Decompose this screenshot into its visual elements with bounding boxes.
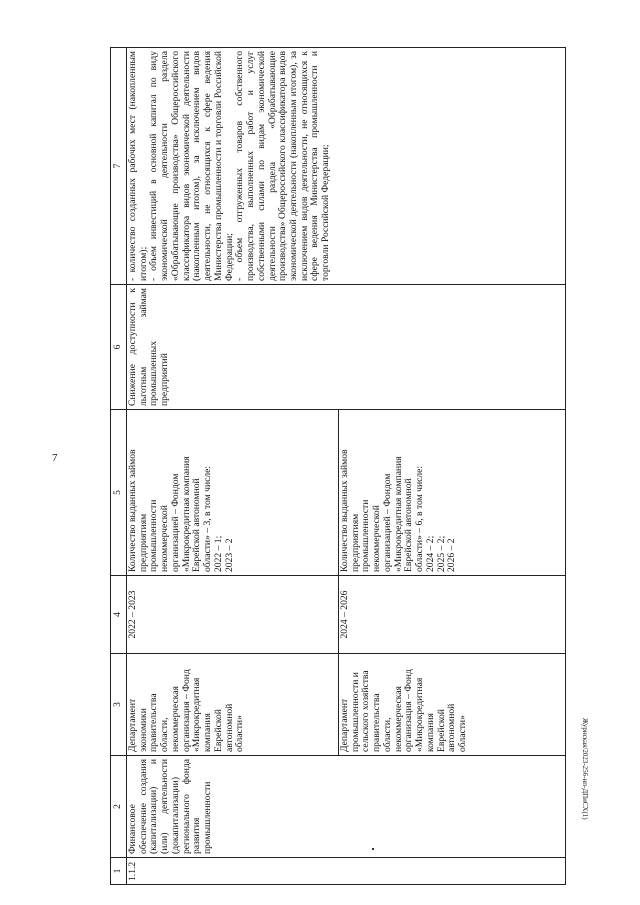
executor-line: некоммерческая: [392, 686, 404, 752]
result-line: некоммерческой: [159, 505, 171, 572]
executor-line: области»: [234, 715, 246, 752]
result-line: 2025 – 2;: [435, 535, 447, 572]
period-cell: 2024 – 2026: [339, 576, 566, 654]
result-line: предприятиям: [349, 513, 361, 572]
result-line: 2023 – 2: [223, 538, 235, 572]
indicator-item: - объем отгруженных товаров собственного производства, выполненных работ и услуг собственными силами по видам экономической деятельности раздела «Обрабатывающие производства» Общероссийского классификатора видов экономической деятельности (накопленным итогом), за исключением видов деятельности, не относящихся к сфере ведения Министерства промышленности и торговли Российской Федерации;: [234, 51, 332, 281]
table-row: [127, 48, 339, 885]
row-number: 1.1.2: [127, 858, 566, 885]
executor-cell: [127, 654, 339, 756]
executor-line: Департамент: [339, 698, 350, 752]
header-col-7: 7: [111, 48, 127, 285]
result-line: Еврейской автономной: [403, 478, 415, 572]
executor-line: «Микрокредитная: [191, 677, 203, 752]
result-line: 2024 – 2;: [424, 535, 436, 572]
executor-line: правительства: [371, 693, 383, 752]
result-line: «Микрокредитная компания: [180, 456, 192, 572]
indicator-item: - объем инвестиций в основной капитал по виду экономической деятельности раздела «Обрабатывающие производства» Общероссийского классификатора видов экономической деятельности (накопленным итогом), за исключением видов деятельности, не относящихся к сфере ведения Министерства промышленности и торговли Российской Федерации;: [148, 51, 235, 281]
result-line: предприятиям: [137, 513, 149, 572]
result-cell: [339, 410, 566, 576]
page-number: 7: [52, 452, 58, 464]
header-col-5: 5: [111, 410, 127, 576]
executor-line: области,: [381, 717, 393, 752]
rotated-table-container: [110, 48, 566, 885]
executor-line: организация – Фонд: [403, 669, 415, 752]
footer-document-code: Журнская/2023-256-нп-ДПиСХ(1): [581, 718, 589, 820]
executor-line: экономики: [137, 708, 149, 752]
header-col-3: 3: [111, 654, 127, 756]
indicator-item: - количество созданных рабочих мест (накопленным итогом);: [127, 51, 149, 281]
executor-cell: [339, 654, 566, 756]
executor-line: организация – Фонд: [180, 669, 192, 752]
executor-line: компания: [202, 713, 214, 752]
executor-line: сельского хозяйства: [360, 670, 372, 752]
result-line: 2026 – 2: [446, 538, 458, 572]
executor-line: промышленности и: [349, 672, 361, 752]
result-line: области» – 3, в том числе:: [202, 465, 214, 572]
result-line: Количество выданных займов: [339, 449, 350, 572]
executor-line: Департамент: [127, 698, 138, 752]
executor-line: Еврейской: [212, 709, 224, 752]
executor-line: некоммерческая: [169, 686, 181, 752]
executor-line: «Микрокредитная: [414, 677, 426, 752]
result-line: «Микрокредитная компания: [392, 456, 404, 572]
result-line: 2022 – 1;: [212, 535, 224, 572]
result-line: Еврейской автономной: [191, 478, 203, 572]
header-col-6: 6: [111, 285, 127, 410]
program-table: [110, 47, 566, 885]
result-line: организацией – Фондом: [169, 473, 181, 572]
result-line: промышленности: [148, 499, 160, 572]
executor-line: компания: [424, 713, 436, 752]
effect-cell: Снижение доступности к льготным займам промышленных предприятий: [127, 285, 566, 410]
header-col-4: 4: [111, 576, 127, 654]
executor-line: автономной: [223, 703, 235, 752]
scan-speck: [372, 848, 374, 850]
result-line: организацией – Фондом: [381, 473, 393, 572]
executor-line: автономной: [446, 703, 458, 752]
result-line: области» – 6, в том числе:: [414, 465, 426, 572]
indicators-cell: [127, 48, 566, 285]
executor-line: Еврейской: [435, 709, 447, 752]
executor-line: области»: [457, 715, 469, 752]
table-header-row: [111, 48, 127, 885]
result-line: некоммерческой: [371, 505, 383, 572]
header-col-2: 2: [111, 756, 127, 858]
result-line: Количество выданных займов: [127, 449, 138, 572]
measure-name: Финансовое обеспечение создания (капитализации) и (или) деятельности (докапитализации) регионального фонда развития промышленности: [127, 756, 566, 858]
executor-line: правительства: [148, 693, 160, 752]
executor-line: области,: [159, 717, 171, 752]
result-cell: [127, 410, 339, 576]
period-cell: 2022 – 2023: [127, 576, 339, 654]
header-col-1: 1: [111, 858, 127, 885]
result-line: промышленности: [360, 499, 372, 572]
